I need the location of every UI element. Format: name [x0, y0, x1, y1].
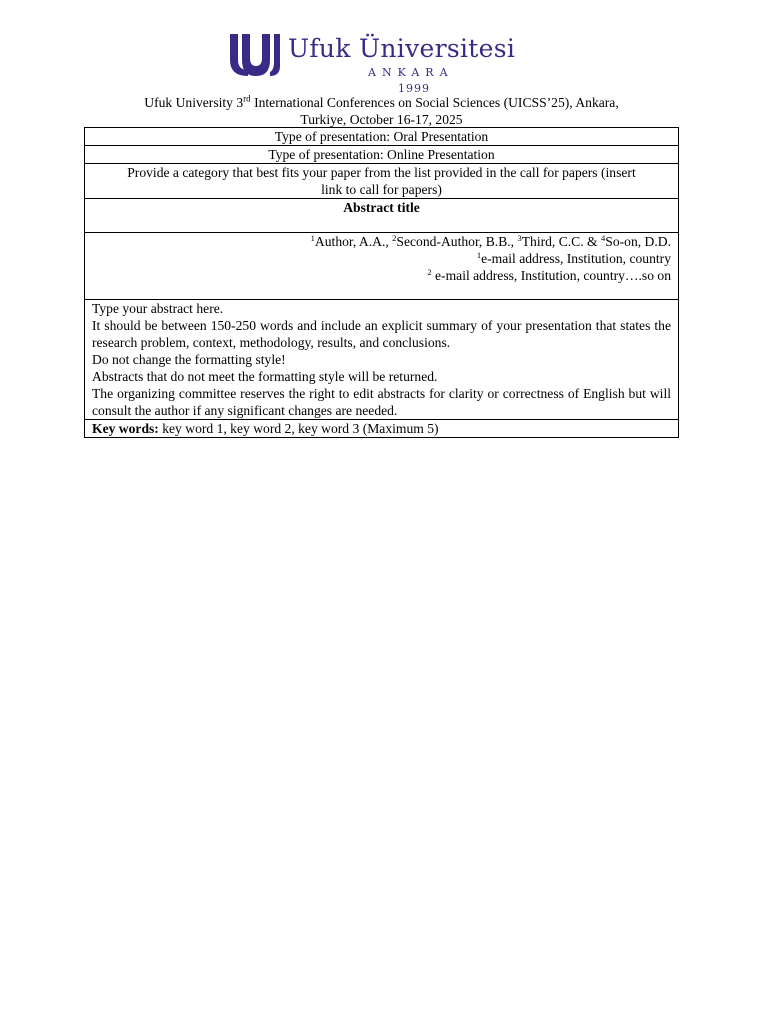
university-founding-year: 1999 — [398, 82, 430, 95]
row-online-presentation — [85, 146, 679, 164]
row-keywords — [85, 420, 679, 438]
conference-line-2: Turkiye, October 16-17, 2025 — [300, 112, 463, 127]
type-online-cell[interactable]: Type of presentation: Online Presentation — [85, 146, 679, 164]
conference-header — [84, 94, 679, 128]
abstract-body-cell[interactable] — [85, 300, 679, 420]
row-authors — [85, 233, 679, 300]
university-name: Ufuk Üniversitesi — [288, 34, 516, 63]
university-logo — [228, 30, 548, 96]
category-cell[interactable] — [85, 164, 679, 199]
abstract-line-3: Do not change the formatting style! — [92, 352, 286, 367]
row-category — [85, 164, 679, 199]
category-line-1: Provide a category that best fits your paper from the list provided in the call for papers (insert — [127, 165, 636, 180]
abstract-line-5: The organizing committee reserves the right to edit abstracts for clarity or correctness of English but will consult the author if any significant changes are needed. — [92, 386, 671, 418]
abstract-title-cell[interactable]: Abstract title — [85, 199, 679, 233]
row-abstract-title — [85, 199, 679, 233]
keywords-value: key word 1, key word 2, key word 3 (Maximum 5) — [158, 421, 439, 436]
category-line-2: link to call for papers) — [321, 182, 442, 197]
abstract-line-1: Type your abstract here. — [92, 301, 224, 316]
type-oral-cell[interactable]: Type of presentation: Oral Presentation — [85, 128, 679, 146]
keywords-label: Key words: — [92, 421, 159, 436]
row-oral-presentation — [85, 128, 679, 146]
authors-line: $^1$Author, A.A., $^2$Second-Author, B.B., $^3$Third, C.C. & $^4$So-on, D.D. — [310, 233, 671, 249]
email-line-2: $^2$ e-mail address, Institution, country….so on — [427, 267, 671, 283]
keywords-cell[interactable] — [85, 420, 679, 438]
row-abstract-body — [85, 300, 679, 420]
authors-cell[interactable] — [85, 233, 679, 300]
conference-line-1: Ufuk University 3rd International Conferences on Social Sciences (UICSS’25), Ankara, — [144, 93, 619, 110]
abstract-form-table — [84, 127, 679, 438]
university-city: ANKARA — [368, 66, 454, 79]
ufuk-emblem-icon — [228, 32, 282, 78]
abstract-line-2: It should be between 150-250 words and include an explicit summary of your presentation that states the research problem, context, methodology, results, and conclusions. — [92, 318, 671, 350]
email-line-1: $^1$e-mail address, Institution, country — [476, 250, 671, 266]
abstract-line-4: Abstracts that do not meet the formatting style will be returned. — [92, 369, 438, 384]
